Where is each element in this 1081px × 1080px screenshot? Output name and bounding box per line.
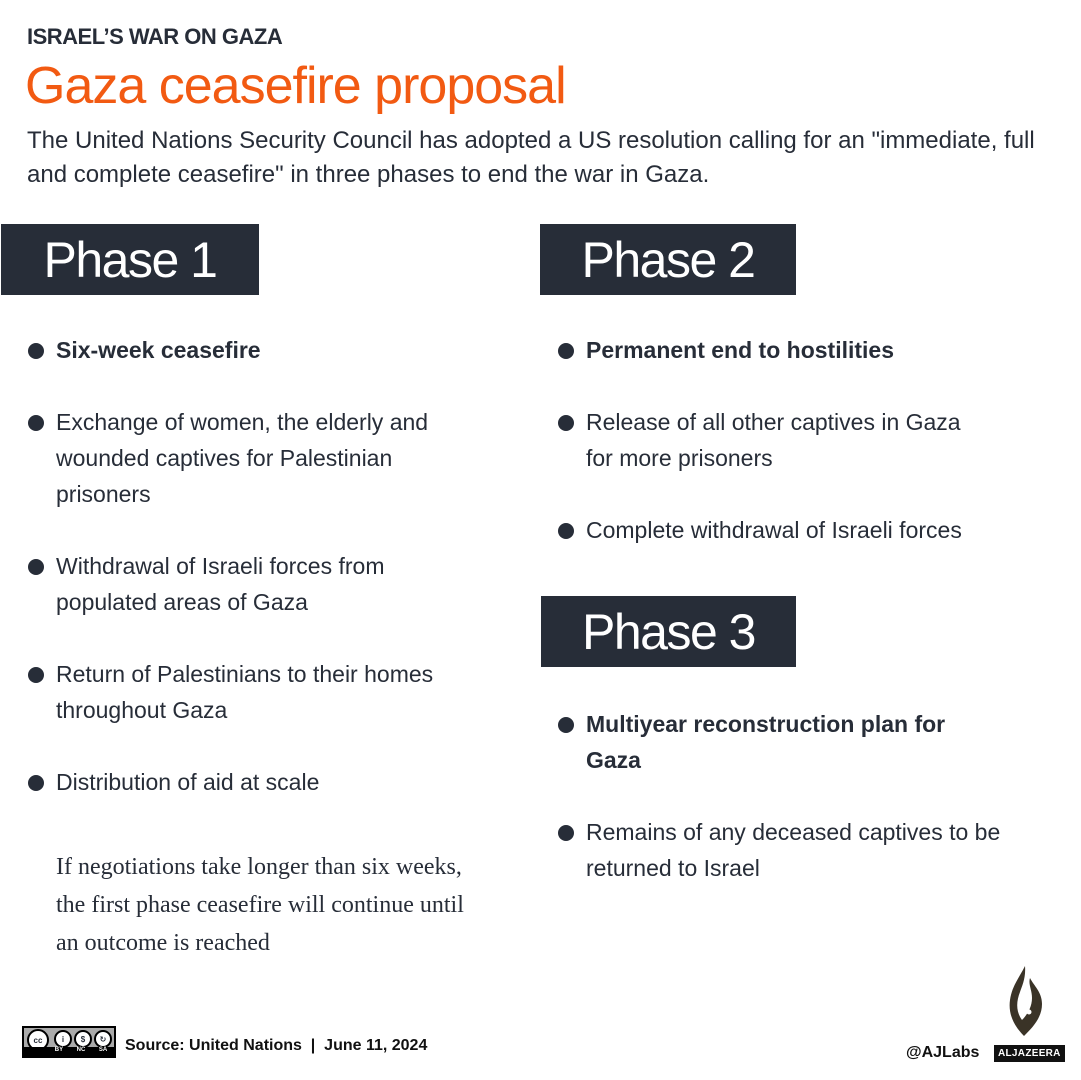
- license-labels: BY NC SA: [24, 1047, 114, 1056]
- phase-3-header: Phase 3: [541, 596, 796, 667]
- list-item: Exchange of women, the elderly and wounded captives for Palestinian prisoners: [27, 404, 467, 512]
- bullet-icon: [558, 825, 574, 841]
- phase-1-note: If negotiations take longer than six weeks, the first phase ceasefire will continue until an outcome is reached: [56, 854, 464, 956]
- phase-1-header: Phase 1: [1, 224, 259, 295]
- bullet-icon: [28, 559, 44, 575]
- bullet-icon: [28, 343, 44, 359]
- cc-icon: cc: [27, 1029, 49, 1051]
- aljazeera-wordmark: ALJAZEERA: [994, 1045, 1065, 1062]
- list-item: Distribution of aid at scale: [27, 764, 467, 800]
- bullet-icon: [28, 415, 44, 431]
- list-item: Permanent end to hostilities: [557, 332, 1057, 368]
- source-line: Source: United Nations | June 11, 2024: [125, 1037, 428, 1054]
- bullet-icon: [28, 667, 44, 683]
- kicker: ISRAEL’S WAR ON GAZA: [27, 24, 283, 49]
- phase-3-list: [557, 706, 1017, 886]
- phase-1-list: [27, 332, 467, 800]
- bullet-icon: [558, 415, 574, 431]
- bullet-icon: [558, 343, 574, 359]
- footer: [22, 1026, 427, 1058]
- nc-icon: $: [74, 1030, 92, 1048]
- bullet-icon: [558, 717, 574, 733]
- list-item: Release of all other captives in Gaza for more prisoners: [557, 404, 986, 476]
- sa-icon: ↻: [94, 1030, 112, 1048]
- by-icon: i: [54, 1030, 72, 1048]
- ajlabs-handle: @AJLabs: [906, 1044, 980, 1061]
- phase-2-header: Phase 2: [540, 224, 796, 295]
- list-item: Complete withdrawal of Israeli forces: [557, 512, 1057, 548]
- list-item: Withdrawal of Israeli forces from populated areas of Gaza: [27, 548, 467, 620]
- list-item: Multiyear reconstruction plan for Gaza: [557, 706, 986, 778]
- subtitle: The United Nations Security Council has adopted a US resolution calling for an "immediate, full and complete ceasefire" in three phases to end the war in Gaza.: [27, 127, 1035, 188]
- phase-2-list: [557, 332, 1057, 548]
- list-item: Remains of any deceased captives to be returned to Israel: [557, 814, 1026, 886]
- aljazeera-logo-icon: [1002, 964, 1048, 1040]
- cc-license-badge: [22, 1026, 116, 1058]
- bullet-icon: [28, 775, 44, 791]
- list-item: Six-week ceasefire: [27, 332, 467, 368]
- list-item: Return of Palestinians to their homes throughout Gaza: [27, 656, 436, 728]
- bullet-icon: [558, 523, 574, 539]
- page-title: Gaza ceasefire proposal: [25, 57, 566, 115]
